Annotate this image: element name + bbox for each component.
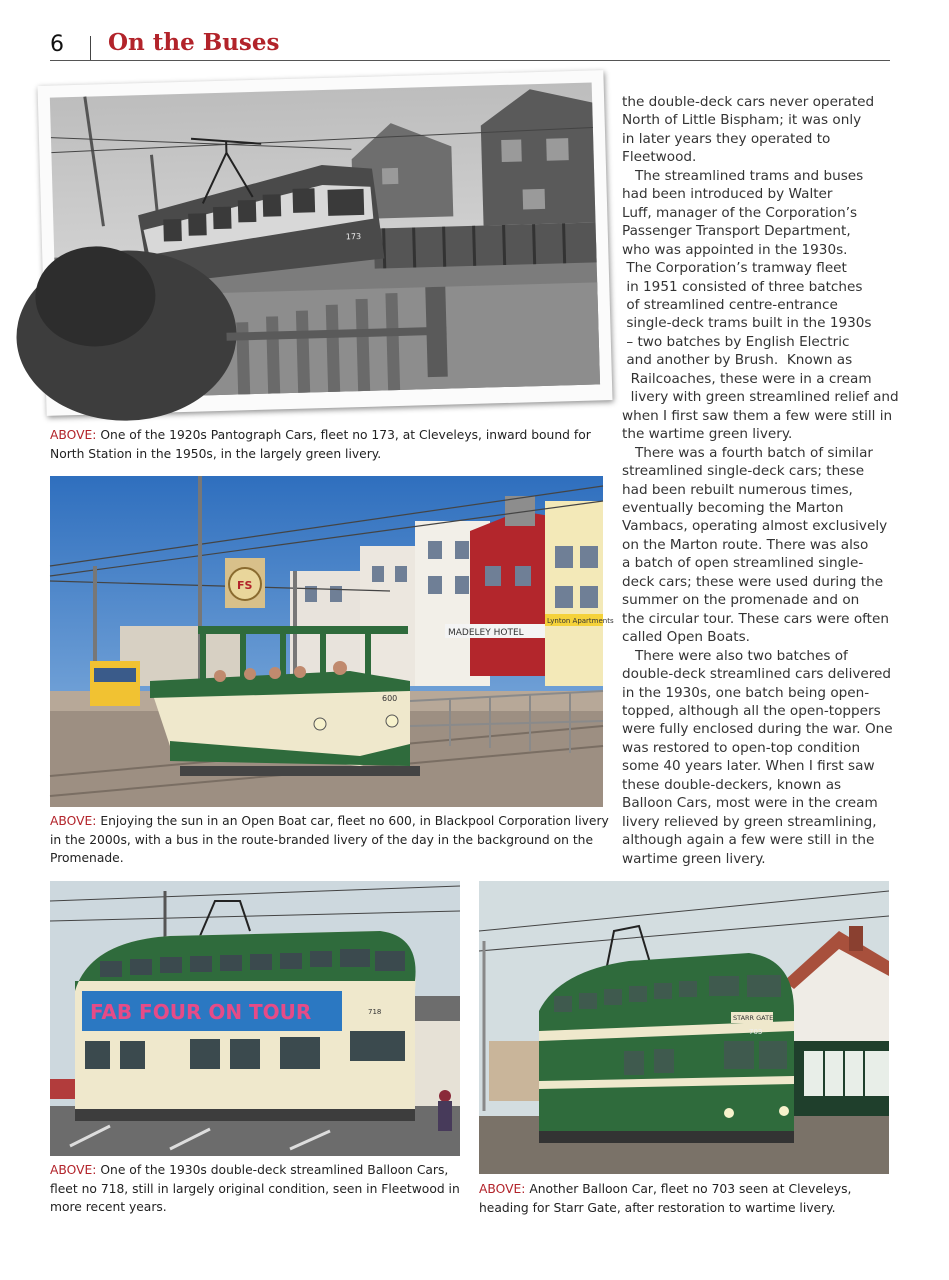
tram4-destination-text: STARR GATE (733, 1014, 774, 1022)
body-text-line: were fully enclosed during the war. One (622, 721, 893, 738)
body-text-line: Passenger Transport Department, (622, 223, 851, 240)
caption-label: ABOVE: (50, 428, 97, 442)
caption-text: Enjoying the sun in an Open Boat car, fleet no 600, in Blackpool Corporation livery in the 2000s, with a bus in the route-branded livery of the day in the background on the Promenade. (50, 814, 609, 865)
body-text-line: when I first saw them a few were still in (622, 407, 893, 424)
body-text-line: of streamlined centre-entrance (622, 296, 838, 313)
page-header (50, 30, 890, 62)
photo-open-boat-car (50, 476, 614, 807)
body-text-line: Balloon Cars, most were in the cream (622, 795, 878, 812)
body-text-line: in 1951 consisted of three batches (622, 278, 863, 295)
photo-pantograph-car (50, 82, 600, 399)
header-rule (50, 60, 890, 61)
body-text-line: – two batches by English Electric (622, 333, 850, 350)
photo-balloon-car-703 (479, 881, 889, 1174)
body-text-line: livery relieved by green streamlining, (622, 813, 877, 830)
body-text-line: some 40 years later. When I first saw (622, 758, 875, 775)
body-text-line: Fleetwood. (622, 149, 697, 166)
caption-label: ABOVE: (50, 1163, 97, 1177)
caption-text: Another Balloon Car, fleet no 703 seen at Cleveleys, heading for Starr Gate, after restoration to wartime livery. (479, 1182, 852, 1215)
body-text-line: the double-deck cars never operated (622, 94, 875, 110)
body-text-line: although again a few were still in the (622, 832, 875, 849)
body-text-line: called Open Boats. (622, 629, 751, 646)
body-text-line: in the 1930s, one batch being open- (622, 684, 870, 701)
caption-label: ABOVE: (479, 1182, 526, 1196)
body-text-line: double-deck streamlined cars delivered (622, 666, 892, 683)
caption-text: One of the 1930s double-deck streamlined Balloon Cars, fleet no 718, still in largely original condition, seen in Fleetwood in more recent years. (50, 1163, 460, 1214)
body-text-line: in later years they operated to (622, 130, 831, 147)
body-text-line: was restored to open-top condition (622, 739, 861, 756)
tram4-number: 703 (749, 1028, 763, 1036)
body-text-line: streamlined single-deck cars; these (622, 463, 865, 480)
body-text-line: had been introduced by Walter (622, 186, 833, 203)
body-text-line: topped, although all the open-toppers (622, 702, 881, 719)
header-divider (90, 36, 91, 60)
body-text-line: these double-deckers, known as (622, 776, 842, 793)
body-text-line: a batch of open streamlined single- (622, 555, 864, 572)
body-text-line: North of Little Bispham; it was only (622, 112, 862, 129)
caption-photo-4 (479, 1180, 899, 1217)
caption-photo-1 (50, 426, 610, 463)
body-text-line: Railcoaches, these were in a cream (622, 370, 872, 387)
body-text-line: and another by Brush. Known as (622, 352, 853, 369)
body-text-line: deck cars; these were used during the (622, 573, 884, 590)
photo-frame-pantograph-car (38, 70, 613, 416)
body-text-line: Vambacs, operating almost exclusively (622, 518, 888, 535)
body-text-line: the wartime green livery. (622, 426, 793, 443)
caption-text: One of the 1920s Pantograph Cars, fleet no 173, at Cleveleys, inward bound for North Station in the 1950s, in the largely green livery. (50, 428, 591, 461)
body-text-line: There was a fourth batch of similar (622, 444, 873, 461)
article-body (622, 93, 899, 868)
tram2-number: 600 (382, 694, 398, 703)
body-text-line: the circular tour. These cars were often (622, 610, 889, 627)
body-text-line: eventually becoming the Marton (622, 499, 844, 516)
body-text-line: summer on the promenade and on (622, 592, 860, 609)
tram2-badge-text: FS (237, 579, 253, 592)
body-text-line: There were also two batches of (622, 647, 848, 664)
caption-label: ABOVE: (50, 814, 97, 828)
body-text-line: The streamlined trams and buses (622, 167, 864, 184)
body-text-line: on the Marton route. There was also (622, 536, 869, 553)
body-text-line: single-deck trams built in the 1930s (622, 315, 872, 332)
tram3-number: 718 (368, 1008, 382, 1016)
caption-photo-3 (50, 1161, 470, 1217)
tram1-number: 173 (345, 231, 362, 242)
tram3-advert-text: FAB FOUR ON TOUR (90, 1000, 312, 1024)
page-number: 6 (50, 32, 64, 57)
body-text-line: wartime green livery. (622, 850, 766, 867)
body-text-line: The Corporation’s tramway fleet (622, 260, 847, 277)
body-text-line: had been rebuilt numerous times, (622, 481, 853, 498)
caption-photo-2 (50, 812, 610, 868)
section-title: On the Buses (108, 29, 280, 56)
hotel-sign-text: MADELEY HOTEL (448, 628, 524, 638)
body-text-line: who was appointed in the 1930s. (622, 241, 848, 258)
lynton-sign-text: Lynton Apartments (547, 617, 614, 625)
photo-balloon-car-718 (50, 881, 460, 1156)
body-text-line: livery with green streamlined relief and (622, 389, 899, 406)
body-text-line: Luff, manager of the Corporation’s (622, 204, 858, 221)
